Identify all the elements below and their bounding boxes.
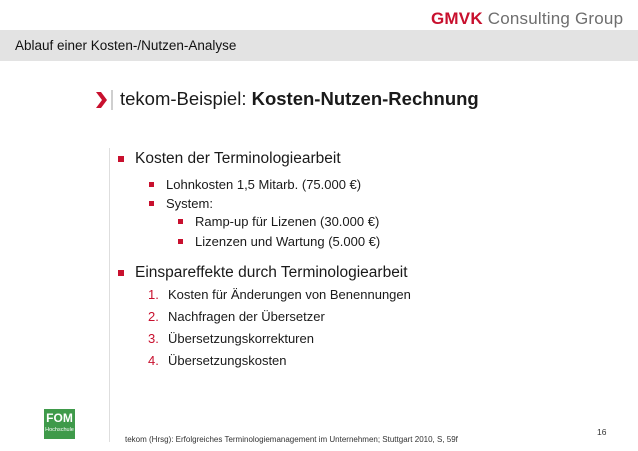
square-bullet-icon xyxy=(149,201,154,206)
title-band xyxy=(0,30,638,61)
list-item: Kosten der Terminologiearbeit xyxy=(118,150,341,168)
page-number: 16 xyxy=(597,427,607,437)
slide-title: Ablauf einer Kosten-/Nutzen-Analyse xyxy=(15,38,237,53)
numbered-item: 3. Übersetzungskorrekturen xyxy=(148,331,314,346)
fom-logo: FOM Hochschule xyxy=(44,409,75,439)
list-item: Lizenzen und Wartung (5.000 €) xyxy=(178,234,380,249)
list-item: Lohnkosten 1,5 Mitarb. (75.000 €) xyxy=(149,177,361,192)
company-name: GMVK Consulting Group xyxy=(431,9,624,28)
list-item: System: xyxy=(149,196,213,211)
list-item: Einspareffekte durch Terminologiearbeit xyxy=(118,264,408,282)
square-bullet-icon xyxy=(178,219,183,224)
square-bullet-icon xyxy=(118,270,124,276)
numbered-item: 4. Übersetzungskosten xyxy=(148,353,287,368)
chevron-right-icon xyxy=(95,92,107,108)
square-bullet-icon xyxy=(149,182,154,187)
numbered-item: 2. Nachfragen der Übersetzer xyxy=(148,309,325,324)
numbered-item: 1. Kosten für Änderungen von Benennungen xyxy=(148,287,411,302)
square-bullet-icon xyxy=(178,239,183,244)
section-heading: tekom-Beispiel: Kosten-Nutzen-Rechnung xyxy=(120,88,479,109)
heading-divider xyxy=(111,90,113,110)
list-item: Ramp-up für Lizenen (30.000 €) xyxy=(178,214,379,229)
source-citation: tekom (Hrsg): Erfolgreiches Terminologiemanagement im Unternehmen; Stuttgart 2010, S, 59f xyxy=(125,435,458,444)
content-divider-line xyxy=(109,148,110,442)
square-bullet-icon xyxy=(118,156,124,162)
